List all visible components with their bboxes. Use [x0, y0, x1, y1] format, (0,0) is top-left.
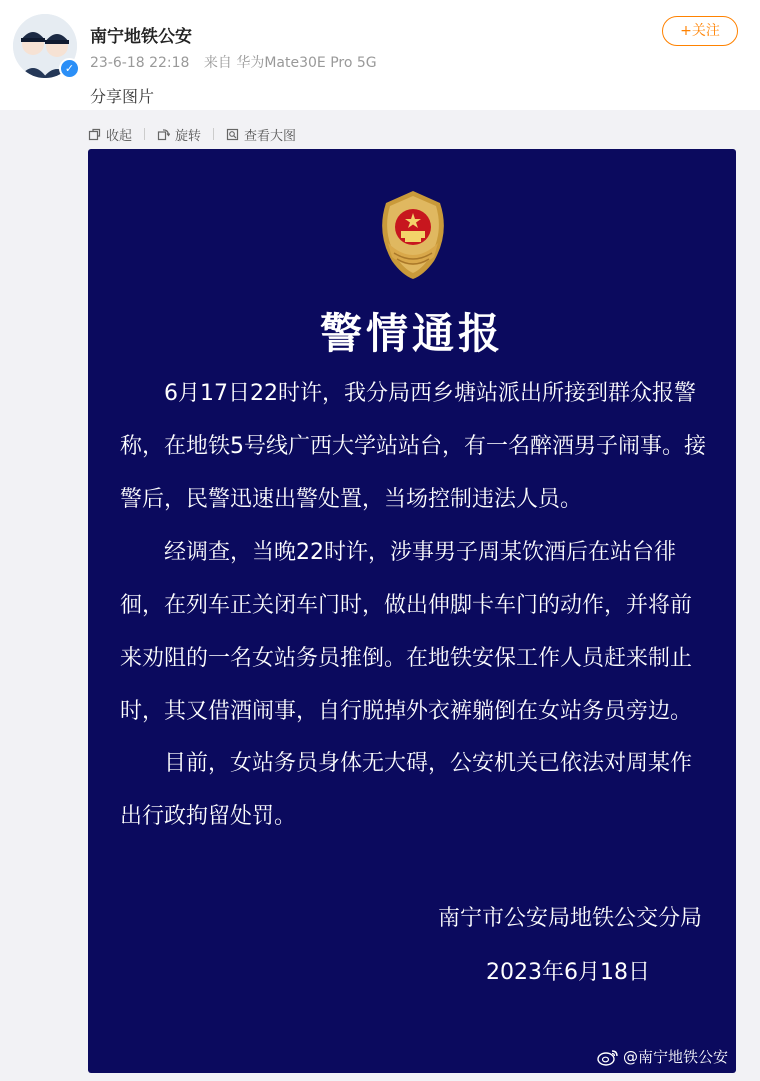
- notice-paragraph: 目前，女站务员身体无大碍，公安机关已依法对周某作出行政拘留处罚。: [120, 751, 693, 829]
- police-emblem: [368, 187, 458, 283]
- collapse-label: 收起: [106, 128, 133, 144]
- divider: [144, 128, 145, 140]
- shared-image[interactable]: [88, 149, 736, 1073]
- post-meta: [90, 52, 387, 72]
- image-watermark: [597, 1046, 728, 1067]
- username[interactable]: 南宁地铁公安: [90, 27, 192, 47]
- view-large-label: 查看大图: [244, 128, 297, 144]
- weibo-logo: [597, 1048, 619, 1066]
- view-large-button[interactable]: [226, 125, 296, 144]
- notice-title: 警情通报: [319, 309, 504, 358]
- post-header: [0, 0, 760, 110]
- collapse-button[interactable]: [88, 125, 132, 144]
- notice-paragraph: 经调查，当晚22时许，涉事男子周某饮酒后在站台徘徊，在列车正关闭车门时，做出伸脚卡车门的动作，并将前来劝阻的一名女站务员推倒。在地铁安保工作人员赶来制止时，其又借酒闹事，自行脱掉外衣裤躺倒在女站务员旁边。: [120, 540, 693, 724]
- rotate-label: 旋转: [175, 128, 202, 144]
- image-toolbar: [88, 124, 296, 144]
- notice-paragraph: 6月17日22时许，我分局西乡塘站派出所接到群众报警称，在地铁5号线广西大学站站台，有一名醉酒男子闹事。接警后，民警迅速出警处置，当场控制违法人员。: [120, 381, 706, 512]
- divider: [213, 128, 214, 140]
- timestamp[interactable]: 23-6-18 22:18: [90, 55, 190, 71]
- collapse-icon: [88, 128, 101, 141]
- view-large-icon: [226, 128, 239, 141]
- verified-icon: ✓: [59, 58, 80, 79]
- issuing-organization: 南宁市公安局地铁公交分局: [437, 906, 702, 931]
- post-source: 来自 华为Mate30E Pro 5G: [203, 55, 377, 71]
- rotate-icon: [157, 128, 170, 141]
- follow-button[interactable]: +关注: [662, 16, 738, 46]
- notice-date: 2023年6月18日: [486, 960, 650, 985]
- rotate-button[interactable]: [157, 125, 201, 144]
- post-text: 分享图片: [90, 87, 155, 106]
- watermark-text: @南宁地铁公安: [622, 1048, 728, 1066]
